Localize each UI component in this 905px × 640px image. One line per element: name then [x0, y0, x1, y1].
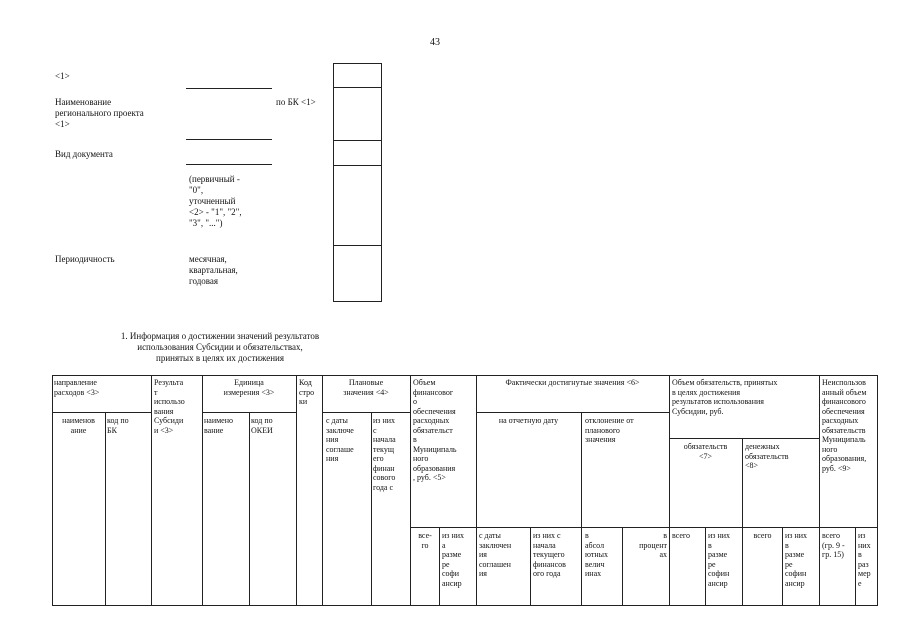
h-plan: Плановые значения <4> [343, 378, 389, 397]
v-dir-split [105, 412, 106, 606]
h-actual-from: с даты заключен ия соглашен ия [479, 531, 512, 578]
h-actual-sub [476, 412, 669, 413]
h-obligations: Объем обязательств, принятых в целях достижения результатов использования Субсидии, руб. [672, 378, 778, 416]
project-label: Наименование регионального проекта <1> [55, 97, 144, 129]
h-deviation: отклонение от планового значения [585, 416, 634, 444]
h-unused-all: всего (гр. 9 - гр. 15) [822, 531, 845, 559]
section-title: 1. Информация о достижении значений результатов использования Субсидии и обязательствах, принятых в целях их достижения [120, 331, 320, 363]
project-underline [186, 88, 272, 89]
h-money-cofin: из них в разме ре софин ансир [785, 531, 808, 588]
code-box-line-4 [333, 245, 382, 246]
h-money: денежных обязательств <8> [745, 442, 789, 470]
v-after-line-code [322, 375, 323, 606]
periodicity-label: Периодичность [55, 254, 115, 264]
h-fin-volume: Объем финансовог о обеспечения расходных обязательст в Муниципаль ного образования , руб. <5> [413, 378, 457, 482]
v-unit-split [249, 412, 250, 606]
code-box-line-3 [333, 165, 382, 166]
h-direction-sub [52, 412, 151, 413]
h-unused-cofin: из них в раз мер е [858, 531, 871, 588]
bk-label: по БК <1> [276, 97, 316, 107]
h-fin-cofin: из них а разме ре софи ансир [442, 531, 465, 588]
code-box-column [333, 63, 382, 302]
doc-type-note: (первичный - "0", уточненный <2> - "1", "2", "3", "...") [189, 174, 242, 228]
h-dir-name: наименов ание [62, 416, 95, 435]
h-unit: Единица измерения <3> [223, 378, 275, 397]
page-number: 43 [430, 37, 440, 48]
h-dir-code: код по БК [107, 416, 129, 435]
h-unit-sub [202, 412, 296, 413]
h-result: Результа т использо вания Субсиди и <3> [154, 378, 185, 435]
table-top-border [52, 375, 878, 376]
h-fin-all: все- го [418, 531, 432, 550]
h-obl-cofin: из них в разме ре софин ансир [708, 531, 731, 588]
h-direction: направление расходов <3> [54, 378, 100, 397]
h-actual-date: на отчетную дату [498, 416, 559, 425]
h-plan-sub [322, 412, 410, 413]
doc-type-underline-1 [186, 139, 272, 140]
h-unit-name: наимено вание [204, 416, 234, 435]
footnote-1: <1> [55, 71, 70, 81]
report-table [52, 375, 878, 606]
code-box-line-2 [333, 140, 382, 141]
code-box-line-1 [333, 87, 382, 88]
table-left-border [52, 375, 53, 606]
periodicity-value: месячная, квартальная, годовая [189, 254, 238, 286]
doc-type-label: Вид документа [55, 149, 113, 159]
h-plan-from: с даты заключе ния соглаше ния [326, 416, 354, 463]
doc-type-underline-2 [186, 164, 272, 165]
h-unit-code: код по ОКЕИ [251, 416, 273, 435]
table-bottom-border [52, 605, 878, 606]
h-actual: Фактически достигнутые значения <6> [505, 378, 640, 387]
h-obl-all: всего [672, 531, 691, 540]
h-obl: обязательств <7> [683, 442, 728, 461]
h-actual-year: из них с начала текущего финансов ого года [533, 531, 566, 578]
h-money-all: всего [753, 531, 772, 540]
v-after-unit [296, 375, 297, 606]
h-dev-pct: в процент ах [639, 531, 667, 559]
h-unused: Неиспользов анный объем финансового обеспечения расходных обязательств Муниципаль ного образования, руб. <9> [822, 378, 867, 473]
h-bottom-row [410, 527, 877, 528]
h-obl-sub [669, 438, 819, 439]
h-line-code: Код стро ки [299, 378, 315, 406]
h-dev-abs: в абсол ютных велич инах [585, 531, 609, 578]
v-after-result [202, 375, 203, 606]
h-plan-year: из них с начала текущ его финан сового года с [373, 416, 396, 492]
